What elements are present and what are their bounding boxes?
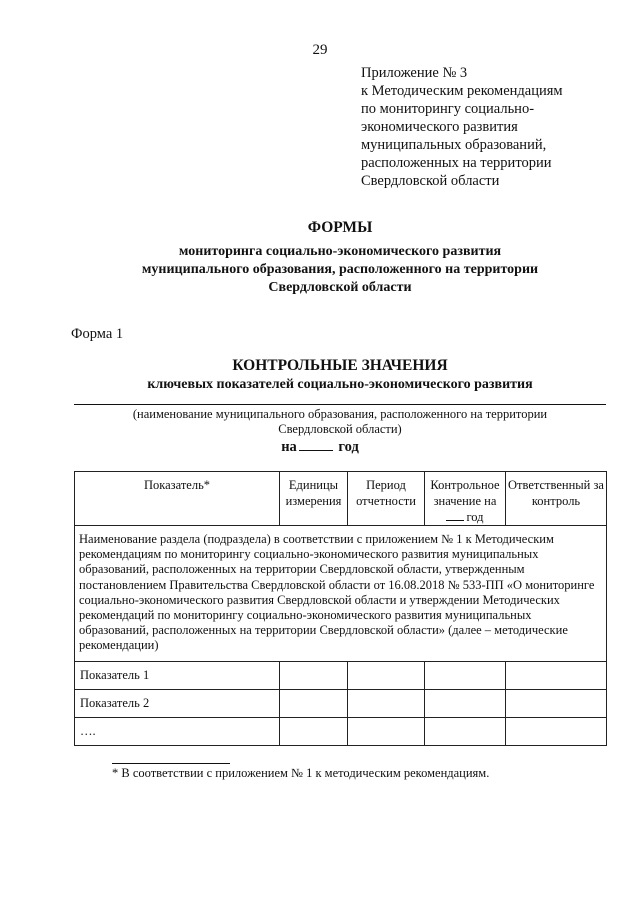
table-cell: [348, 690, 425, 718]
table-cell: [425, 690, 506, 718]
table-header-row: [75, 472, 607, 526]
table-cell: [425, 718, 506, 746]
header-indicator: Показатель*: [75, 472, 280, 526]
forms-title: ФОРМЫ: [307, 219, 373, 236]
appendix-header: [361, 64, 621, 190]
appendix-line: экономического развития: [361, 119, 518, 135]
appendix-line: по мониторингу социально-: [361, 101, 535, 117]
table-cell: [280, 718, 348, 746]
appendix-line: расположенных на территории: [361, 155, 552, 171]
table-cell: [506, 662, 607, 690]
control-subtitle: ключевых показателей социально-экономического развития: [147, 377, 533, 392]
appendix-line: Приложение № 3: [361, 65, 468, 81]
year-prefix: на: [281, 439, 297, 455]
header-year-blank: [446, 509, 464, 521]
form-label: Форма 1: [71, 326, 124, 342]
table-row: [75, 718, 607, 746]
table-row: [75, 690, 607, 718]
header-control-value-suffix: год: [466, 510, 484, 524]
row-indicator-label: Показатель 1: [75, 662, 280, 690]
appendix-line: муниципальных образований,: [361, 137, 547, 153]
table-row: [75, 662, 607, 690]
forms-heading: [60, 218, 620, 297]
footnote-separator: [112, 763, 230, 764]
table-cell: [348, 662, 425, 690]
forms-subtitle-line: Свердловской области: [268, 280, 412, 295]
header-period: Период отчетности: [348, 472, 425, 526]
table-cell: [280, 662, 348, 690]
header-control-value-prefix: Контрольное значение на: [430, 478, 500, 508]
table-cell: [506, 718, 607, 746]
control-title: КОНТРОЛЬНЫЕ ЗНАЧЕНИЯ: [232, 357, 448, 374]
forms-subtitle-line: мониторинга социально-экономического развития: [178, 244, 502, 259]
forms-subtitle-line: муниципального образования, расположенного на территории: [141, 262, 539, 277]
table-cell: [425, 662, 506, 690]
table-cell: [348, 718, 425, 746]
row-indicator-label: Показатель 2: [75, 690, 280, 718]
page-number: 29: [312, 42, 328, 58]
section-row: [75, 526, 607, 662]
table-cell: [506, 690, 607, 718]
year-line: [0, 438, 640, 456]
section-description: Наименование раздела (подраздела) в соответствии с приложением № 1 к Методическим рекомендациям по мониторингу социально-экономического развития муниципальных образований, расположенных на территории Свердловской области, утвержденным постановлением Правительства Свердловской области от 16.08.2018 № 533-ПП «О мониторинге социально-экономического развития Свердловской области и утверждении Методических рекомендаций по мониторингу социально-экономического развития муниципальных образований, расположенных на территории Свердловской области» (далее – методические рекомендации): [75, 526, 607, 662]
year-blank: [299, 438, 333, 451]
indicators-table: [74, 471, 607, 746]
appendix-line: Свердловской области: [361, 173, 500, 189]
row-indicator-label: ….: [75, 718, 280, 746]
header-units: Единицы измерения: [280, 472, 348, 526]
control-heading: [70, 356, 610, 394]
municipality-caption: (наименование муниципального образования, расположенного на территории Свердловской области): [132, 407, 548, 436]
table-cell: [280, 690, 348, 718]
year-suffix: год: [338, 439, 359, 455]
header-control-value: [425, 472, 506, 526]
header-responsible: Ответственный за контроль: [506, 472, 607, 526]
municipality-name-line: [74, 404, 606, 405]
appendix-line: к Методическим рекомендациям: [361, 83, 563, 99]
footnote: * В соответствии с приложением № 1 к методическим рекомендациям.: [112, 766, 490, 780]
